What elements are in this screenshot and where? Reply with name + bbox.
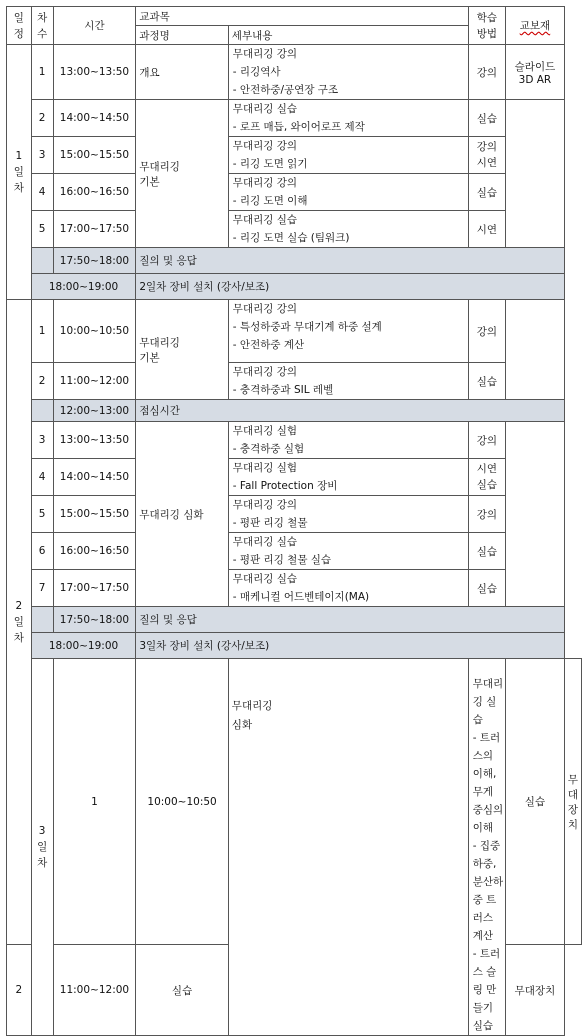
- time-cell: 17:50~18:00: [53, 607, 136, 633]
- session-no: 1: [31, 45, 53, 100]
- course-cell: 무대리깅 심화: [228, 659, 468, 1036]
- method-cell: 강의 시연: [468, 137, 505, 174]
- time-cell: 18:00~19:00: [31, 633, 136, 659]
- blank-cell: [31, 607, 53, 633]
- time-cell: 16:00~16:50: [53, 533, 136, 570]
- session-no: 3: [31, 422, 53, 459]
- method-cell: 강의: [468, 300, 505, 363]
- merged-text-cell: 질의 및 응답: [136, 607, 565, 633]
- course-cell: 무대리깅 기본: [136, 300, 228, 400]
- table-row: [7, 633, 582, 659]
- merged-text-cell: 질의 및 응답: [136, 248, 565, 274]
- detail-cell: 무대리깅 강의 - 평판 리깅 철물: [228, 496, 468, 533]
- header-time: 시간: [53, 7, 136, 45]
- header-day: 일 정: [7, 7, 32, 45]
- time-cell: 11:00~12:00: [53, 363, 136, 400]
- time-cell: 17:50~18:00: [53, 248, 136, 274]
- method-cell: 강의: [468, 422, 505, 459]
- day-label: 2 일 차: [7, 300, 32, 945]
- session-no: 5: [31, 211, 53, 248]
- session-no: 2: [31, 363, 53, 400]
- table-row: [7, 422, 582, 459]
- material-cell: 무대장치: [564, 659, 581, 945]
- session-no: 2: [7, 945, 32, 1036]
- course-cell: 무대리깅 심화: [136, 422, 228, 607]
- detail-cell: 무대리깅 실습 - 트러스의 이해, 무게 중심의 이해 - 집중하중, 분산하중 트러스 계산 - 트러스 슬링 만들기 실습: [468, 659, 505, 1036]
- header-row-1: [7, 7, 582, 26]
- time-cell: 11:00~12:00: [53, 945, 136, 1036]
- material-cell: [506, 100, 565, 248]
- table-row: [7, 248, 582, 274]
- method-cell: 시연: [468, 211, 505, 248]
- day-label: 3 일 차: [31, 659, 53, 1036]
- header-course: 과정명: [136, 26, 228, 45]
- material-cell: [506, 300, 565, 400]
- detail-cell: 무대리깅 강의 - 리깅역사 - 안전하중/공연장 구조: [228, 45, 468, 100]
- table-row: [7, 45, 582, 100]
- detail-cell: 무대리깅 실습 - 리깅 도면 실습 (팀워크): [228, 211, 468, 248]
- merged-text-cell: 점심시간: [136, 400, 565, 422]
- merged-text-cell: 3일차 장비 설치 (강사/보조): [136, 633, 565, 659]
- session-no: 3: [31, 137, 53, 174]
- session-no: 7: [31, 570, 53, 607]
- method-cell: 실습: [506, 659, 565, 945]
- detail-cell: 무대리깅 실험 - 충격하중 실험: [228, 422, 468, 459]
- time-cell: 12:00~13:00: [53, 400, 136, 422]
- course-cell: 개요: [136, 45, 228, 100]
- material-cell: 슬라이드 3D AR: [506, 45, 565, 100]
- detail-cell: 무대리깅 실습 - 매케니컬 어드벤테이지(MA): [228, 570, 468, 607]
- day-label: 1 일 차: [7, 45, 32, 300]
- detail-cell: 무대리깅 강의 - 리깅 도면 이해: [228, 174, 468, 211]
- table-row: [7, 607, 582, 633]
- blank-cell: [31, 400, 53, 422]
- time-cell: 14:00~14:50: [53, 100, 136, 137]
- header-session: 차 수: [31, 7, 53, 45]
- session-no: 6: [31, 533, 53, 570]
- session-no: 1: [53, 659, 136, 945]
- table-row: [7, 300, 582, 363]
- time-cell: 13:00~13:50: [53, 422, 136, 459]
- table-row: [7, 496, 582, 533]
- course-cell: 무대리깅 기본: [136, 100, 228, 248]
- table-row: [7, 100, 582, 137]
- blank-cell: [31, 248, 53, 274]
- time-cell: 18:00~19:00: [31, 274, 136, 300]
- method-cell: 실습: [468, 363, 505, 400]
- time-cell: 15:00~15:50: [53, 496, 136, 533]
- method-cell: 실습: [468, 174, 505, 211]
- table-row: [7, 659, 582, 945]
- time-cell: 10:00~10:50: [53, 300, 136, 363]
- schedule-table: [6, 6, 582, 1036]
- method-cell: 강의: [468, 496, 505, 533]
- method-cell: 실습: [468, 100, 505, 137]
- time-cell: 13:00~13:50: [53, 45, 136, 100]
- table-row: [7, 400, 582, 422]
- time-cell: 10:00~10:50: [136, 659, 228, 945]
- detail-cell: 무대리깅 실험 - Fall Protection 장비: [228, 459, 468, 496]
- time-cell: 15:00~15:50: [53, 137, 136, 174]
- detail-cell: 무대리깅 강의 - 특성하중과 무대기계 하중 설계 - 안전하중 계산: [228, 300, 468, 363]
- method-cell: 실습: [468, 533, 505, 570]
- session-no: 1: [31, 300, 53, 363]
- method-cell: 강의: [468, 45, 505, 100]
- session-no: 4: [31, 459, 53, 496]
- table-row: [7, 137, 582, 174]
- method-cell: 시연 실습: [468, 459, 505, 496]
- header-detail: 세부내용: [228, 26, 468, 45]
- session-no: 5: [31, 496, 53, 533]
- session-no: 2: [31, 100, 53, 137]
- table-row: [7, 570, 582, 607]
- time-cell: 17:00~17:50: [53, 211, 136, 248]
- time-cell: 14:00~14:50: [53, 459, 136, 496]
- header-curriculum: 교과목: [136, 7, 468, 26]
- detail-cell: 무대리깅 강의 - 리깅 도면 읽기: [228, 137, 468, 174]
- table-row: [7, 533, 582, 570]
- header-method: 학습 방법: [468, 7, 505, 45]
- detail-cell: 무대리깅 실습 - 평판 리깅 철물 실습: [228, 533, 468, 570]
- session-no: 4: [31, 174, 53, 211]
- table-row: [7, 459, 582, 496]
- merged-text-cell: 2일차 장비 설치 (강사/보조): [136, 274, 565, 300]
- table-row: [7, 211, 582, 248]
- detail-cell: 무대리깅 실습 - 로프 매듭, 와이어로프 제작: [228, 100, 468, 137]
- method-cell: 실습: [136, 945, 228, 1036]
- material-cell: [506, 422, 565, 607]
- method-cell: 실습: [468, 570, 505, 607]
- table-row: [7, 363, 582, 400]
- header-material: 교보재: [506, 7, 565, 45]
- table-row: [7, 274, 582, 300]
- time-cell: 16:00~16:50: [53, 174, 136, 211]
- material-cell: 무대장치: [506, 945, 565, 1036]
- table-row: [7, 174, 582, 211]
- time-cell: 17:00~17:50: [53, 570, 136, 607]
- detail-cell: 무대리깅 강의 - 충격하중과 SIL 레벨: [228, 363, 468, 400]
